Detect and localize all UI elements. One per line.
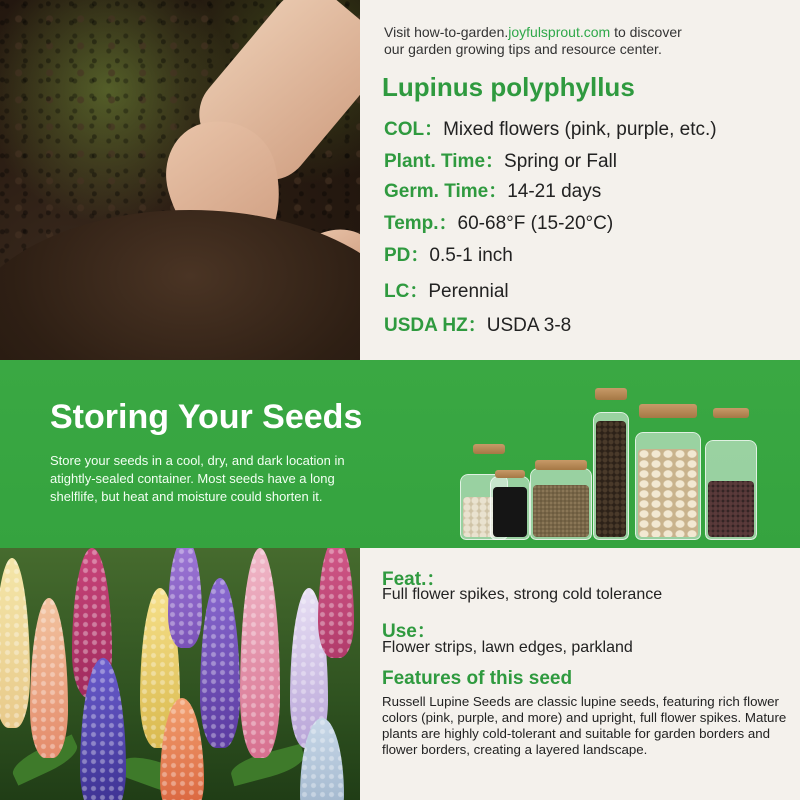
plant-name-title: Lupinus polyphyllus — [382, 72, 635, 102]
spec-key: Plant. Time： — [384, 151, 505, 172]
seed-features-text: Russell Lupine Seeds are classic lupine seeds, featuring rich flower colors (pink, purple, and more) and upright, full flower spikes. Mature plants are highly cold-tolerant and suitable for garden borders and flower borders, creating a layered landscape. — [382, 694, 787, 757]
flower-spike — [240, 548, 280, 758]
seed-jar — [705, 440, 757, 540]
spec-value: Spring or Fall — [504, 151, 618, 172]
seed-features-label: Features of this seed — [382, 668, 573, 689]
spec-color — [384, 118, 717, 142]
sowing-seeds-photo — [0, 0, 360, 360]
spec-key: Germ. Time： — [384, 181, 508, 202]
seed-jar — [635, 432, 701, 540]
jar-cork — [473, 444, 505, 454]
seed-jar — [490, 476, 530, 540]
spec-key: USDA HZ： — [384, 315, 487, 336]
feat-label: Feat.： — [382, 569, 446, 590]
spec-usda-zone — [384, 314, 571, 338]
seed-jar — [530, 468, 592, 540]
spec-value: 60-68°F (15-20°C) — [457, 213, 614, 234]
use-label: Use： — [382, 621, 436, 642]
jar-cork — [595, 388, 627, 400]
plant-info-panel — [360, 0, 800, 360]
spec-temperature — [384, 212, 613, 236]
top-section — [0, 0, 800, 360]
storing-seeds-title: Storing Your Seeds — [50, 398, 363, 436]
flower-spike — [30, 598, 68, 758]
flower-spike — [318, 548, 354, 658]
spec-value: Mixed flowers (pink, purple, etc.) — [443, 119, 717, 140]
lupine-flowers-photo — [0, 548, 360, 800]
spec-value: USDA 3-8 — [486, 315, 572, 336]
use-value: Flower strips, lawn edges, parkland — [382, 639, 633, 656]
website-link[interactable]: joyfulsprout.com — [508, 24, 611, 40]
jar-cork — [535, 460, 587, 470]
spec-key: LC： — [384, 281, 429, 302]
seed-jar — [593, 412, 629, 540]
visit-line-2: our garden growing tips and resource center. — [384, 41, 662, 57]
visit-website-text — [384, 24, 784, 58]
spec-germination-time — [384, 180, 601, 204]
storing-seeds-band — [0, 360, 800, 548]
spec-life-cycle — [384, 280, 509, 304]
jar-cork — [639, 404, 697, 418]
visit-suffix: to discover — [610, 24, 682, 40]
spec-planting-depth — [384, 244, 513, 268]
spec-value: 14-21 days — [507, 181, 602, 202]
spec-key: COL： — [384, 119, 444, 140]
seed-jars-illustration — [455, 380, 765, 540]
flower-spike — [200, 578, 240, 748]
jar-cork — [495, 470, 525, 478]
flower-spike — [0, 558, 30, 728]
jar-cork — [713, 408, 749, 418]
spec-key: PD： — [384, 245, 430, 266]
spec-key: Temp.： — [384, 213, 458, 234]
spec-value: 0.5-1 inch — [429, 245, 513, 266]
spec-planting-time — [384, 150, 617, 174]
feat-value: Full flower spikes, strong cold tolerance — [382, 586, 663, 603]
storing-seeds-text: Store your seeds in a cool, dry, and dark location in atightly-sealed container. Most seeds have a long shelflife, but heat and moisture could shorten it. — [50, 453, 345, 504]
flower-spike — [168, 548, 202, 648]
spec-value: Perennial — [428, 281, 509, 302]
features-panel — [360, 548, 800, 800]
visit-prefix: Visit how-to-garden. — [384, 24, 509, 40]
